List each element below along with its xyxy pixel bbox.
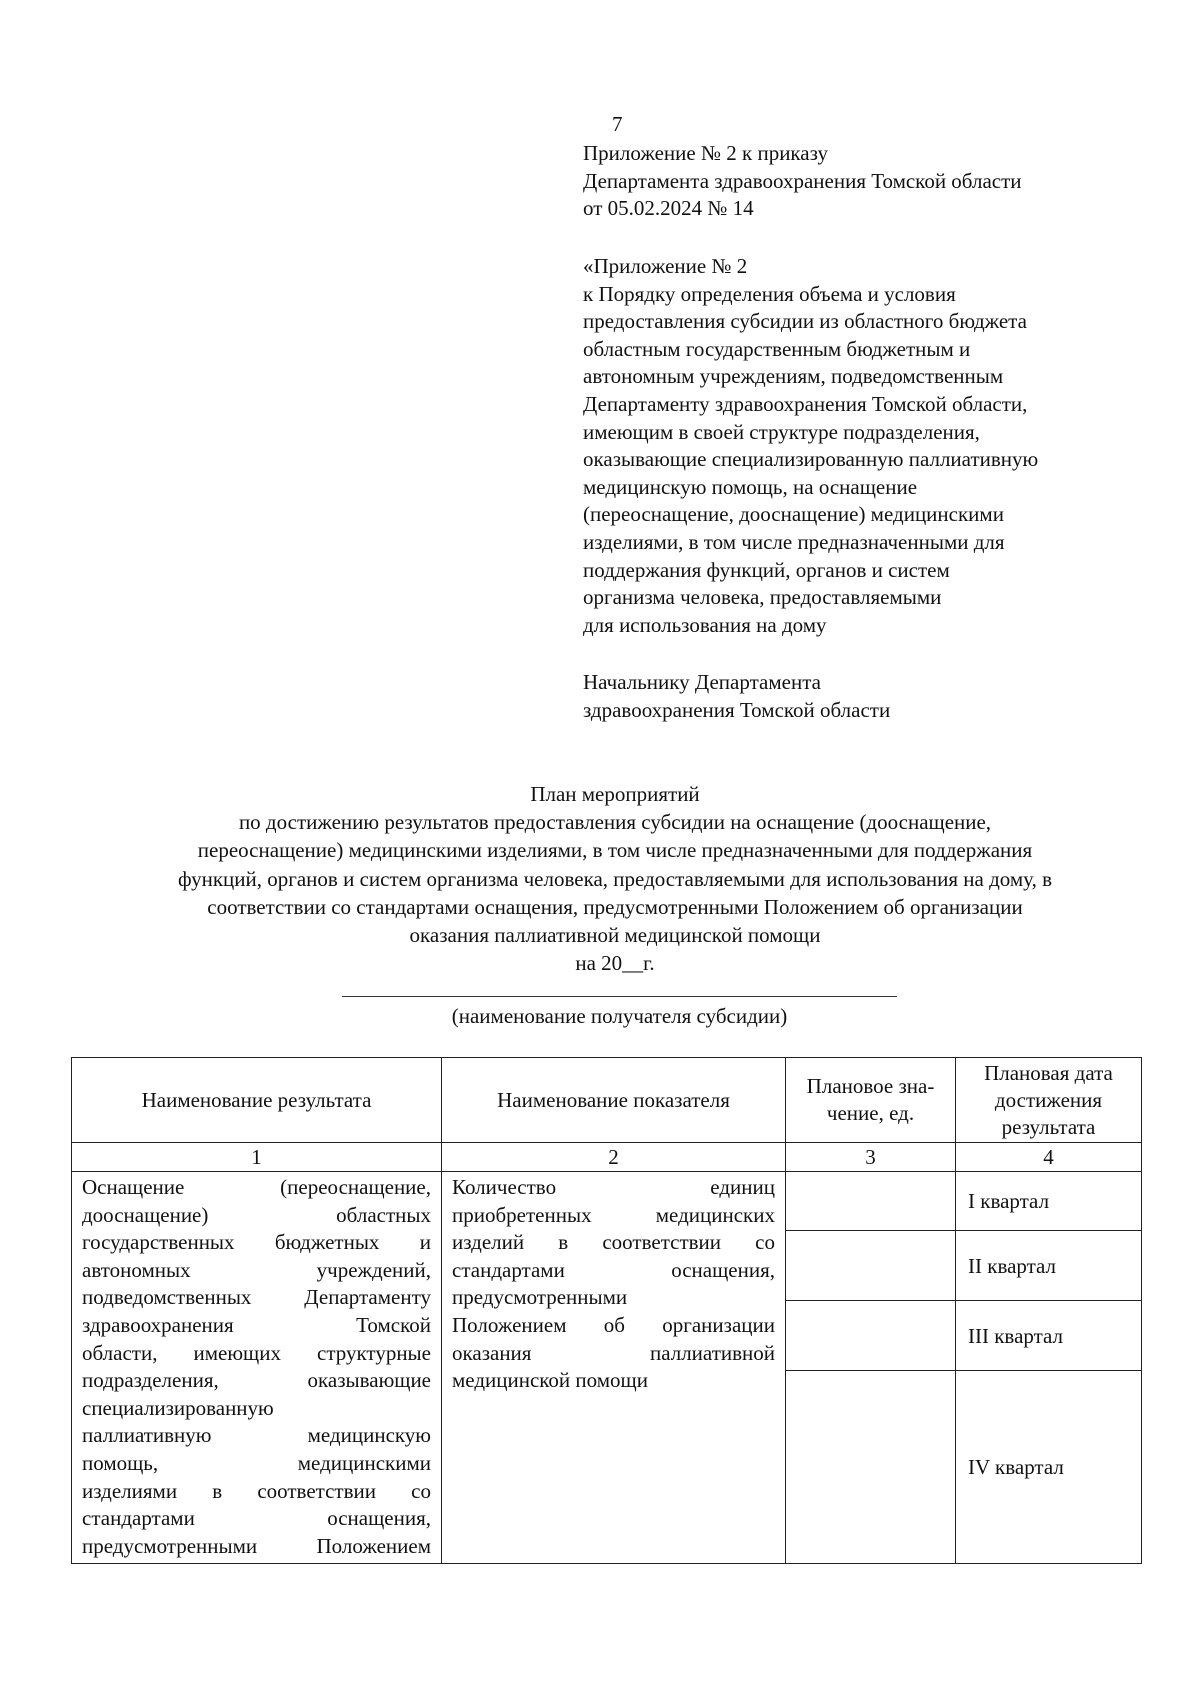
result-line: предусмотренными Положением xyxy=(82,1533,431,1558)
table-header-row xyxy=(72,1058,1142,1143)
indicator-line: приобретенных медицинских xyxy=(452,1202,775,1227)
result-line: помощь, медицинскими xyxy=(82,1450,431,1475)
addressee xyxy=(583,669,1143,724)
annex-reference-line: оказывающие специализированную паллиативную xyxy=(583,447,1039,472)
table-row xyxy=(72,1172,1142,1231)
indicator-line: Количество единиц xyxy=(452,1175,775,1199)
appendix-header-line: от 05.02.2024 № 14 xyxy=(583,196,754,221)
header-planned-date: Плановая дата достижения результата xyxy=(956,1058,1142,1143)
appendix-header xyxy=(583,140,1143,223)
result-line: стандартами оснащения, xyxy=(82,1506,431,1531)
appendix-header-line: Приложение № 2 к приказу xyxy=(583,141,828,165)
planned-value-cell xyxy=(786,1301,956,1371)
annex-reference-line: организма человека, предоставляемыми xyxy=(583,585,942,610)
plan-title-line: по достижению результатов предоставления субсидии на оснащение (дооснащение, xyxy=(238,810,992,835)
result-line: Оснащение (переоснащение, xyxy=(82,1175,431,1199)
plan-title-line: План мероприятий xyxy=(530,782,700,806)
result-line: автономных учреждений, xyxy=(82,1257,431,1282)
result-line: специализированную xyxy=(82,1395,274,1420)
quarter-cell: III квартал xyxy=(956,1301,1142,1371)
annex-reference xyxy=(583,253,1143,639)
header-planned-value: Плановое зна-чение, ед. xyxy=(786,1058,956,1143)
result-line: государственных бюджетных и xyxy=(82,1230,431,1255)
annex-reference-line: имеющим в своей структуре подразделения, xyxy=(583,419,980,444)
indicator-line: Положением об организации xyxy=(452,1312,775,1337)
result-line: области, имеющих структурные xyxy=(82,1340,431,1365)
quarter-cell: II квартал xyxy=(956,1231,1142,1301)
plan-title-line: оказания паллиативной медицинской помощи xyxy=(409,923,821,948)
annex-reference-line: (переоснащение, дооснащение) медицинскими xyxy=(583,502,1004,527)
annex-reference-line: медицинскую помощь, на оснащение xyxy=(583,474,918,499)
annex-reference-line: поддержания функций, органов и систем xyxy=(583,557,950,582)
page-number: 7 xyxy=(612,112,623,136)
result-line: подразделения, оказывающие xyxy=(82,1368,431,1393)
result-name-cell xyxy=(72,1172,442,1564)
column-number: 4 xyxy=(956,1143,1142,1172)
annex-reference-line: «Приложение № 2 xyxy=(583,254,748,278)
recipient-underline xyxy=(342,996,897,997)
plan-title xyxy=(100,780,1130,977)
recipient-caption: (наименование получателя субсидии) xyxy=(451,1004,788,1028)
addressee-line: здравоохранения Томской области xyxy=(583,697,891,722)
appendix-header-line: Департамента здравоохранения Томской области xyxy=(583,168,1022,193)
plan-title-line: функций, органов и систем организма человека, предоставляемыми для использования на дому, в xyxy=(178,866,1052,891)
annex-reference-line: для использования на дому xyxy=(583,612,827,637)
indicator-line: изделий в соответствии со xyxy=(452,1230,775,1255)
column-number-row xyxy=(72,1143,1142,1172)
column-number: 3 xyxy=(786,1143,956,1172)
annex-reference-line: Департаменту здравоохранения Томской области, xyxy=(583,391,1028,416)
planned-value-cell xyxy=(786,1172,956,1231)
result-line: изделиями в соответствии со xyxy=(82,1478,431,1503)
indicator-line: стандартами оснащения, xyxy=(452,1257,775,1282)
annex-reference-line: к Порядку определения объема и условия xyxy=(583,281,956,306)
plan-title-line: соответствии со стандартами оснащения, предусмотренными Положением об организации xyxy=(207,894,1023,919)
column-number: 1 xyxy=(72,1143,442,1172)
planned-value-cell xyxy=(786,1371,956,1564)
annex-reference-line: автономным учреждениям, подведомственным xyxy=(583,364,1004,389)
plan-title-line: на 20__г. xyxy=(575,951,655,976)
header-indicator-name: Наименование показателя xyxy=(442,1058,786,1143)
column-number: 2 xyxy=(442,1143,786,1172)
plan-table xyxy=(71,1057,1142,1564)
quarter-cell: I квартал xyxy=(956,1172,1142,1231)
indicator-line: оказания паллиативной xyxy=(452,1340,775,1365)
result-line: здравоохранения Томской xyxy=(82,1312,431,1337)
result-line: дооснащение) областных xyxy=(82,1202,431,1227)
result-line: паллиативную медицинскую xyxy=(82,1423,431,1448)
quarter-cell: IV квартал xyxy=(956,1371,1142,1564)
planned-value-cell xyxy=(786,1231,956,1301)
indicator-line: предусмотренными xyxy=(452,1285,628,1310)
plan-title-line: переоснащение) медицинскими изделиями, в том числе предназначенными для поддержания xyxy=(197,838,1033,863)
indicator-name-cell xyxy=(442,1172,786,1564)
annex-reference-line: областным государственным бюджетным и xyxy=(583,336,971,361)
annex-reference-line: предоставления субсидии из областного бюджета xyxy=(583,309,1027,334)
indicator-line: медицинской помощи xyxy=(452,1368,648,1393)
addressee-line: Начальнику Департамента xyxy=(583,670,821,694)
result-line: подведомственных Департаменту xyxy=(82,1285,431,1310)
header-result-name: Наименование результата xyxy=(72,1058,442,1143)
annex-reference-line: изделиями, в том числе предназначенными для xyxy=(583,529,1005,554)
